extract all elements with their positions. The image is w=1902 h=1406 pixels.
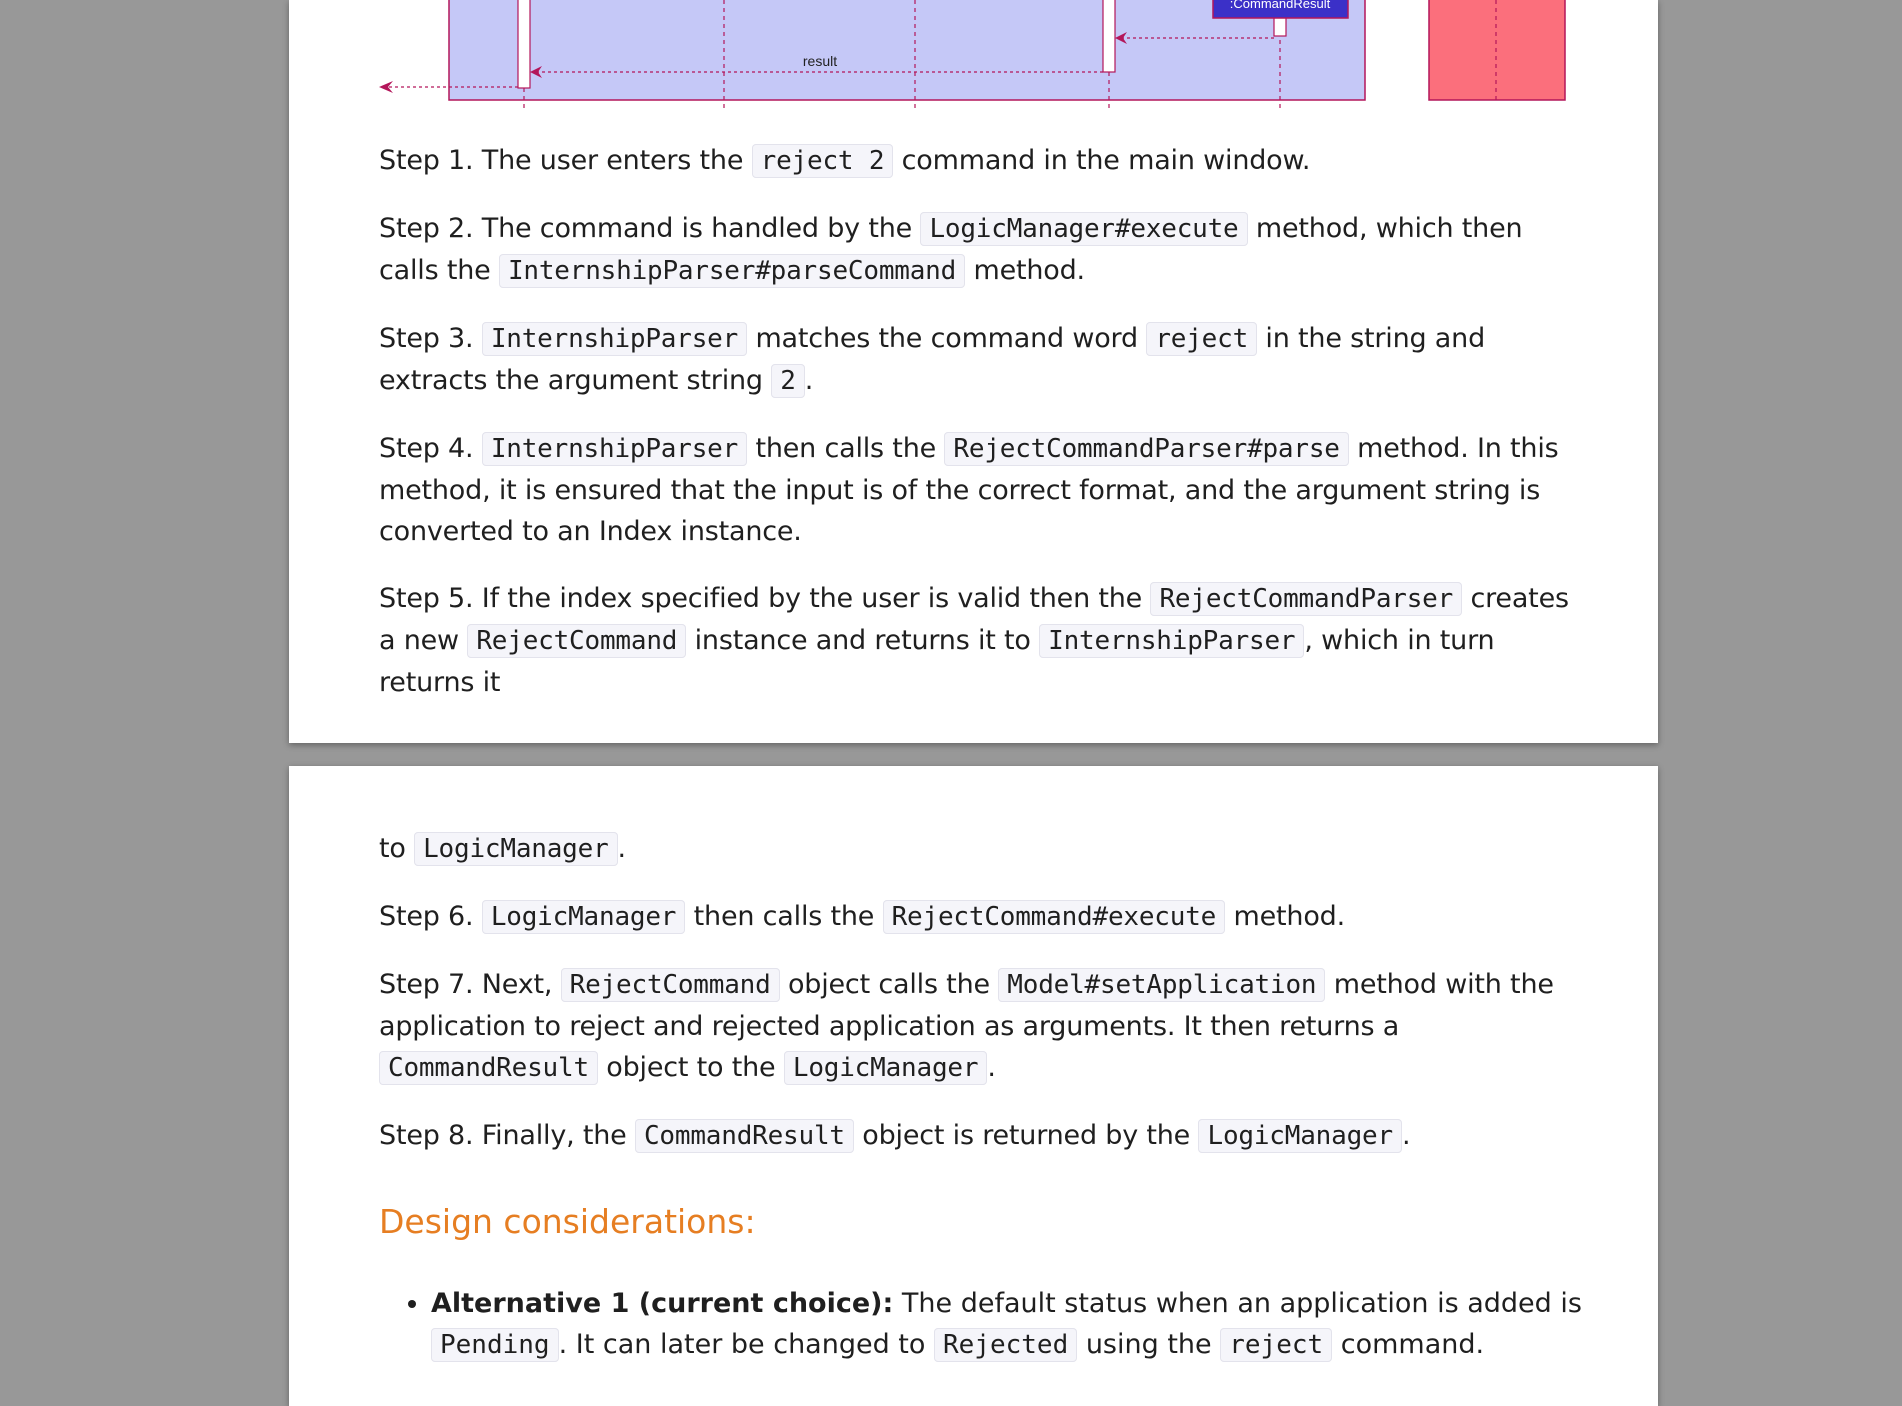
model-frame-box (1429, 0, 1565, 100)
text-run: method, which then calls the (379, 213, 1523, 286)
inline-code: RejectCommand#execute (883, 900, 1226, 934)
steps-section-2 (379, 828, 1579, 1157)
step-paragraph-s5b (379, 828, 1579, 870)
text-run: then calls the (747, 433, 945, 464)
inline-code: LogicManager (414, 832, 617, 866)
inline-code: InternshipParser (482, 322, 747, 356)
text-run: using the (1077, 1329, 1221, 1360)
step-paragraph-s5 (379, 578, 1579, 703)
design-considerations-heading: Design considerations: (379, 1202, 756, 1241)
text-run: . (804, 365, 814, 396)
text-run: method. In this method, it is ensured that the input is of the correct format, and the argument string is converted to an Index instance. (379, 433, 1559, 547)
text-run: . (617, 833, 626, 864)
step-paragraph-s3 (379, 318, 1579, 402)
inline-code: reject 2 (752, 144, 894, 178)
text-run: instance and returns it to (686, 625, 1040, 656)
bold-text: Alternative 1 (current choice): (431, 1288, 894, 1319)
step-paragraph-s2 (379, 208, 1579, 292)
alternative-item (431, 1283, 1631, 1366)
inline-code: InternshipParser (482, 432, 747, 466)
command-result-label: :CommandResult (1229, 0, 1331, 11)
text-run: command in the main window. (893, 145, 1311, 176)
inline-code: LogicManager (482, 900, 685, 934)
inline-code: RejectCommandParser (1150, 582, 1462, 616)
steps-section-1 (379, 140, 1579, 703)
text-run: Step 6. (379, 901, 482, 932)
text-run: . It can later be changed to (558, 1329, 934, 1360)
text-run: method with the application to reject and rejected application as arguments. It then returns a (379, 969, 1554, 1042)
inline-code: RejectCommandParser#parse (944, 432, 1348, 466)
inline-code: RejectCommand (561, 968, 780, 1002)
text-run: Step 8. Finally, the (379, 1120, 635, 1151)
text-run: to (379, 833, 415, 864)
text-run: then calls the (685, 901, 883, 932)
text-run: . (987, 1052, 996, 1083)
inline-code: reject (1146, 322, 1257, 356)
text-run: object calls the (779, 969, 999, 1000)
step-paragraph-s6 (379, 896, 1579, 938)
result-label: result (802, 53, 838, 69)
inline-code: LogicManager (784, 1051, 987, 1085)
inline-code: CommandResult (635, 1119, 854, 1153)
text-run: , which in turn returns it (379, 625, 1495, 698)
text-run: in the string and extracts the argument string (379, 323, 1486, 396)
sequence-diagram-fragment (289, 0, 1658, 110)
text-run: method. (965, 255, 1085, 286)
text-run: The default status when an application is added is (893, 1288, 1582, 1319)
text-run: method. (1225, 901, 1345, 932)
inline-code: 2 (771, 364, 804, 398)
text-run: Step 5. If the index specified by the user is valid then the (379, 583, 1151, 614)
inline-code: LogicManager#execute (920, 212, 1247, 246)
text-run: command. (1332, 1329, 1485, 1360)
activation-bar (518, 0, 530, 88)
document-page-1 (289, 0, 1658, 743)
inline-code: InternshipParser#parseCommand (499, 254, 965, 288)
alternatives-list (379, 1283, 1631, 1366)
step-paragraph-s1 (379, 140, 1579, 182)
activation-bar (1103, 0, 1115, 72)
text-run: Step 2. The command is handled by the (379, 213, 921, 244)
inline-code: LogicManager (1198, 1119, 1401, 1153)
text-run: Step 1. The user enters the (379, 145, 752, 176)
inline-code: CommandResult (379, 1051, 598, 1085)
text-run: Step 4. (379, 433, 482, 464)
text-run: object to the (597, 1052, 784, 1083)
text-run: . (1401, 1120, 1411, 1151)
text-run: matches the command word (747, 323, 1147, 354)
step-paragraph-s7 (379, 964, 1579, 1089)
step-paragraph-s4 (379, 428, 1579, 552)
text-run: Step 3. (379, 323, 482, 354)
inline-code: InternshipParser (1039, 624, 1304, 658)
document-page-2 (289, 766, 1658, 1406)
inline-code: Rejected (934, 1328, 1077, 1362)
text-run: creates a new (379, 583, 1569, 656)
step-paragraph-s8 (379, 1115, 1579, 1157)
inline-code: Model#setApplication (998, 968, 1325, 1002)
text-run: Step 7. Next, (379, 969, 561, 1000)
text-run: object is returned by the (853, 1120, 1199, 1151)
inline-code: reject (1220, 1328, 1332, 1362)
inline-code: Pending (431, 1328, 559, 1362)
inline-code: RejectCommand (467, 624, 686, 658)
